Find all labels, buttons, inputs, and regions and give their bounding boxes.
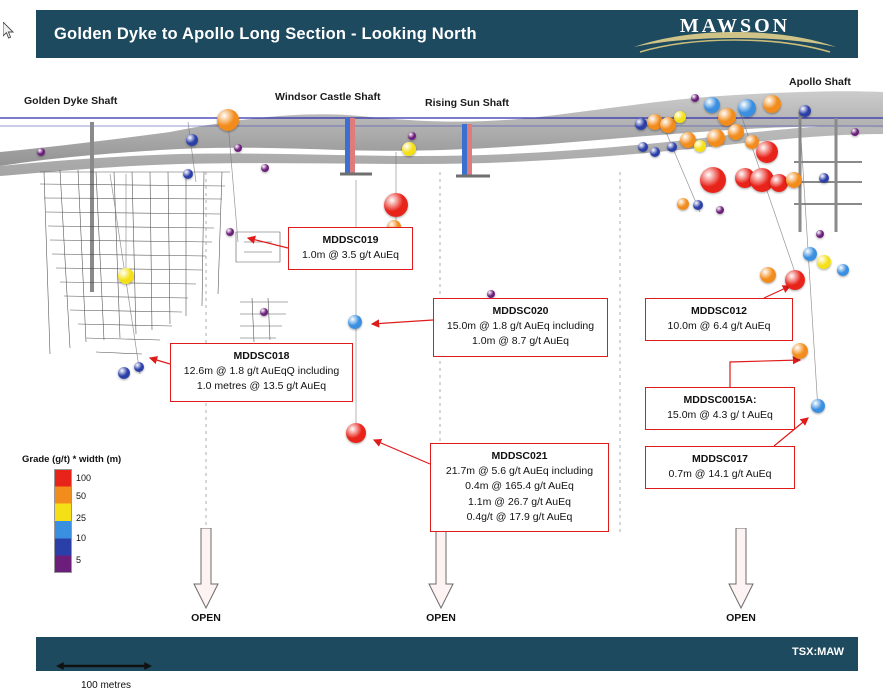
legend-tick-10: 10: [76, 533, 87, 543]
callout-mddsc012[interactable]: [645, 298, 793, 341]
assay-sphere: [183, 169, 193, 179]
callout-title: MDDSC019: [322, 234, 379, 246]
assay-sphere: [819, 173, 829, 183]
assay-sphere: [487, 290, 495, 298]
open-label: OPEN: [426, 612, 456, 624]
assay-sphere: [402, 142, 416, 156]
open-label: OPEN: [726, 612, 756, 624]
assay-sphere: [694, 140, 706, 152]
assay-sphere: [704, 97, 720, 113]
callout-detail-line: 15.0m @ 4.3 g/ t AuEq: [667, 409, 773, 422]
assay-sphere: [650, 147, 660, 157]
assay-sphere: [811, 399, 825, 413]
assay-sphere: [118, 268, 134, 284]
callout-detail-line: 0.4g/t @ 17.9 g/t AuEq: [466, 510, 573, 523]
down-arrow-icon: [426, 528, 456, 610]
assay-sphere: [763, 95, 781, 113]
callout-mddsc0015a[interactable]: [645, 387, 795, 430]
callout-detail-line: 10.0m @ 6.4 g/t AuEq: [667, 320, 771, 333]
assay-sphere: [217, 109, 239, 131]
down-arrow-icon: [726, 528, 756, 610]
windsor-castle-shaft-label: Windsor Castle Shaft: [275, 91, 381, 103]
callout-detail-line: 1.0 metres @ 13.5 g/t AuEq: [196, 380, 327, 393]
assay-sphere: [408, 132, 416, 140]
assay-sphere: [134, 362, 144, 372]
assay-sphere: [792, 343, 808, 359]
assay-sphere: [700, 167, 726, 193]
slide-header: [36, 10, 858, 58]
assay-sphere: [817, 255, 831, 269]
scale-bar: [52, 659, 172, 691]
golden-dyke-shaft-label: Golden Dyke Shaft: [24, 95, 118, 107]
scale-bar-label: 100 metres: [80, 680, 132, 691]
assay-sphere: [674, 111, 686, 123]
callout-mddsc017[interactable]: [645, 446, 795, 489]
legend-title: Grade (g/t) * width (m): [22, 454, 122, 465]
callout-detail-line: 0.4m @ 165.4 g/t AuEq: [465, 480, 574, 493]
assay-sphere: [770, 174, 788, 192]
assay-sphere: [346, 423, 366, 443]
callout-mddsc019[interactable]: [288, 227, 413, 270]
mouse-cursor-icon: [3, 22, 15, 40]
assay-sphere: [707, 129, 725, 147]
assay-sphere: [851, 128, 859, 136]
scale-arrow-icon: [52, 660, 156, 672]
assay-sphere: [384, 193, 408, 217]
assay-sphere: [260, 308, 268, 316]
assay-sphere: [728, 124, 744, 140]
assay-sphere: [677, 198, 689, 210]
callout-title: MDDSC020: [492, 305, 549, 317]
assay-sphere: [186, 134, 198, 146]
ticker-label: TSX:MAW: [792, 646, 844, 658]
open-label: OPEN: [191, 612, 221, 624]
callout-detail-line: 21.7m @ 5.6 g/t AuEq including: [445, 465, 594, 478]
callout-title: MDDSC017: [691, 453, 749, 465]
open-marker-2: [418, 528, 464, 624]
down-arrow-icon: [191, 528, 221, 610]
callout-title: MDDSC0015A:: [683, 394, 757, 406]
callout-title: MDDSC012: [690, 305, 748, 317]
legend-tick-50: 50: [76, 491, 87, 501]
callout-mddsc018[interactable]: [170, 343, 353, 402]
callout-mddsc021[interactable]: [430, 443, 609, 532]
assay-sphere: [760, 267, 776, 283]
callout-mddsc020[interactable]: [433, 298, 608, 357]
legend-tick-5: 5: [76, 555, 82, 565]
assay-sphere: [667, 142, 677, 152]
callout-title: MDDSC018: [233, 350, 290, 362]
assay-sphere: [799, 105, 811, 117]
assay-sphere: [837, 264, 849, 276]
company-logo: [630, 13, 840, 55]
assay-sphere: [261, 164, 269, 172]
callout-detail-line: 0.7m @ 14.1 g/t AuEq: [668, 468, 772, 481]
assay-sphere: [635, 118, 647, 130]
assay-sphere: [638, 142, 648, 152]
assay-sphere: [226, 228, 234, 236]
callout-title: MDDSC021: [491, 450, 548, 462]
open-marker-3: [718, 528, 764, 624]
legend-tick-25: 25: [76, 513, 87, 523]
callout-detail-line: 1.0m @ 3.5 g/t AuEq: [301, 249, 400, 262]
assay-sphere: [756, 141, 778, 163]
callout-detail-line: 12.6m @ 1.8 g/t AuEqQ including: [183, 365, 340, 378]
assay-sphere: [816, 230, 824, 238]
assay-sphere: [118, 367, 130, 379]
grade-legend: [22, 454, 172, 691]
callout-detail-line: 15.0m @ 1.8 g/t AuEq including: [446, 320, 595, 333]
assay-sphere: [234, 144, 242, 152]
assay-sphere: [738, 99, 756, 117]
assay-sphere: [691, 94, 699, 102]
legend-color-ramp: [54, 469, 72, 573]
callout-detail-line: 1.0m @ 8.7 g/t AuEq: [471, 335, 570, 348]
callout-detail-line: 1.1m @ 26.7 g/t AuEq: [468, 495, 571, 508]
assay-sphere: [693, 200, 703, 210]
logo-wordmark: MAWSON: [679, 15, 791, 37]
assay-sphere: [716, 206, 724, 214]
assay-sphere: [786, 172, 802, 188]
assay-sphere: [785, 270, 805, 290]
assay-sphere: [348, 315, 362, 329]
open-marker-1: [183, 528, 229, 624]
page-title: Golden Dyke to Apollo Long Section - Looking North: [54, 24, 477, 43]
rising-sun-shaft-label: Rising Sun Shaft: [425, 97, 509, 109]
assay-sphere: [37, 148, 45, 156]
apollo-shaft-label: Apollo Shaft: [789, 76, 851, 88]
assay-sphere: [803, 247, 817, 261]
legend-tick-100: 100: [76, 473, 92, 483]
